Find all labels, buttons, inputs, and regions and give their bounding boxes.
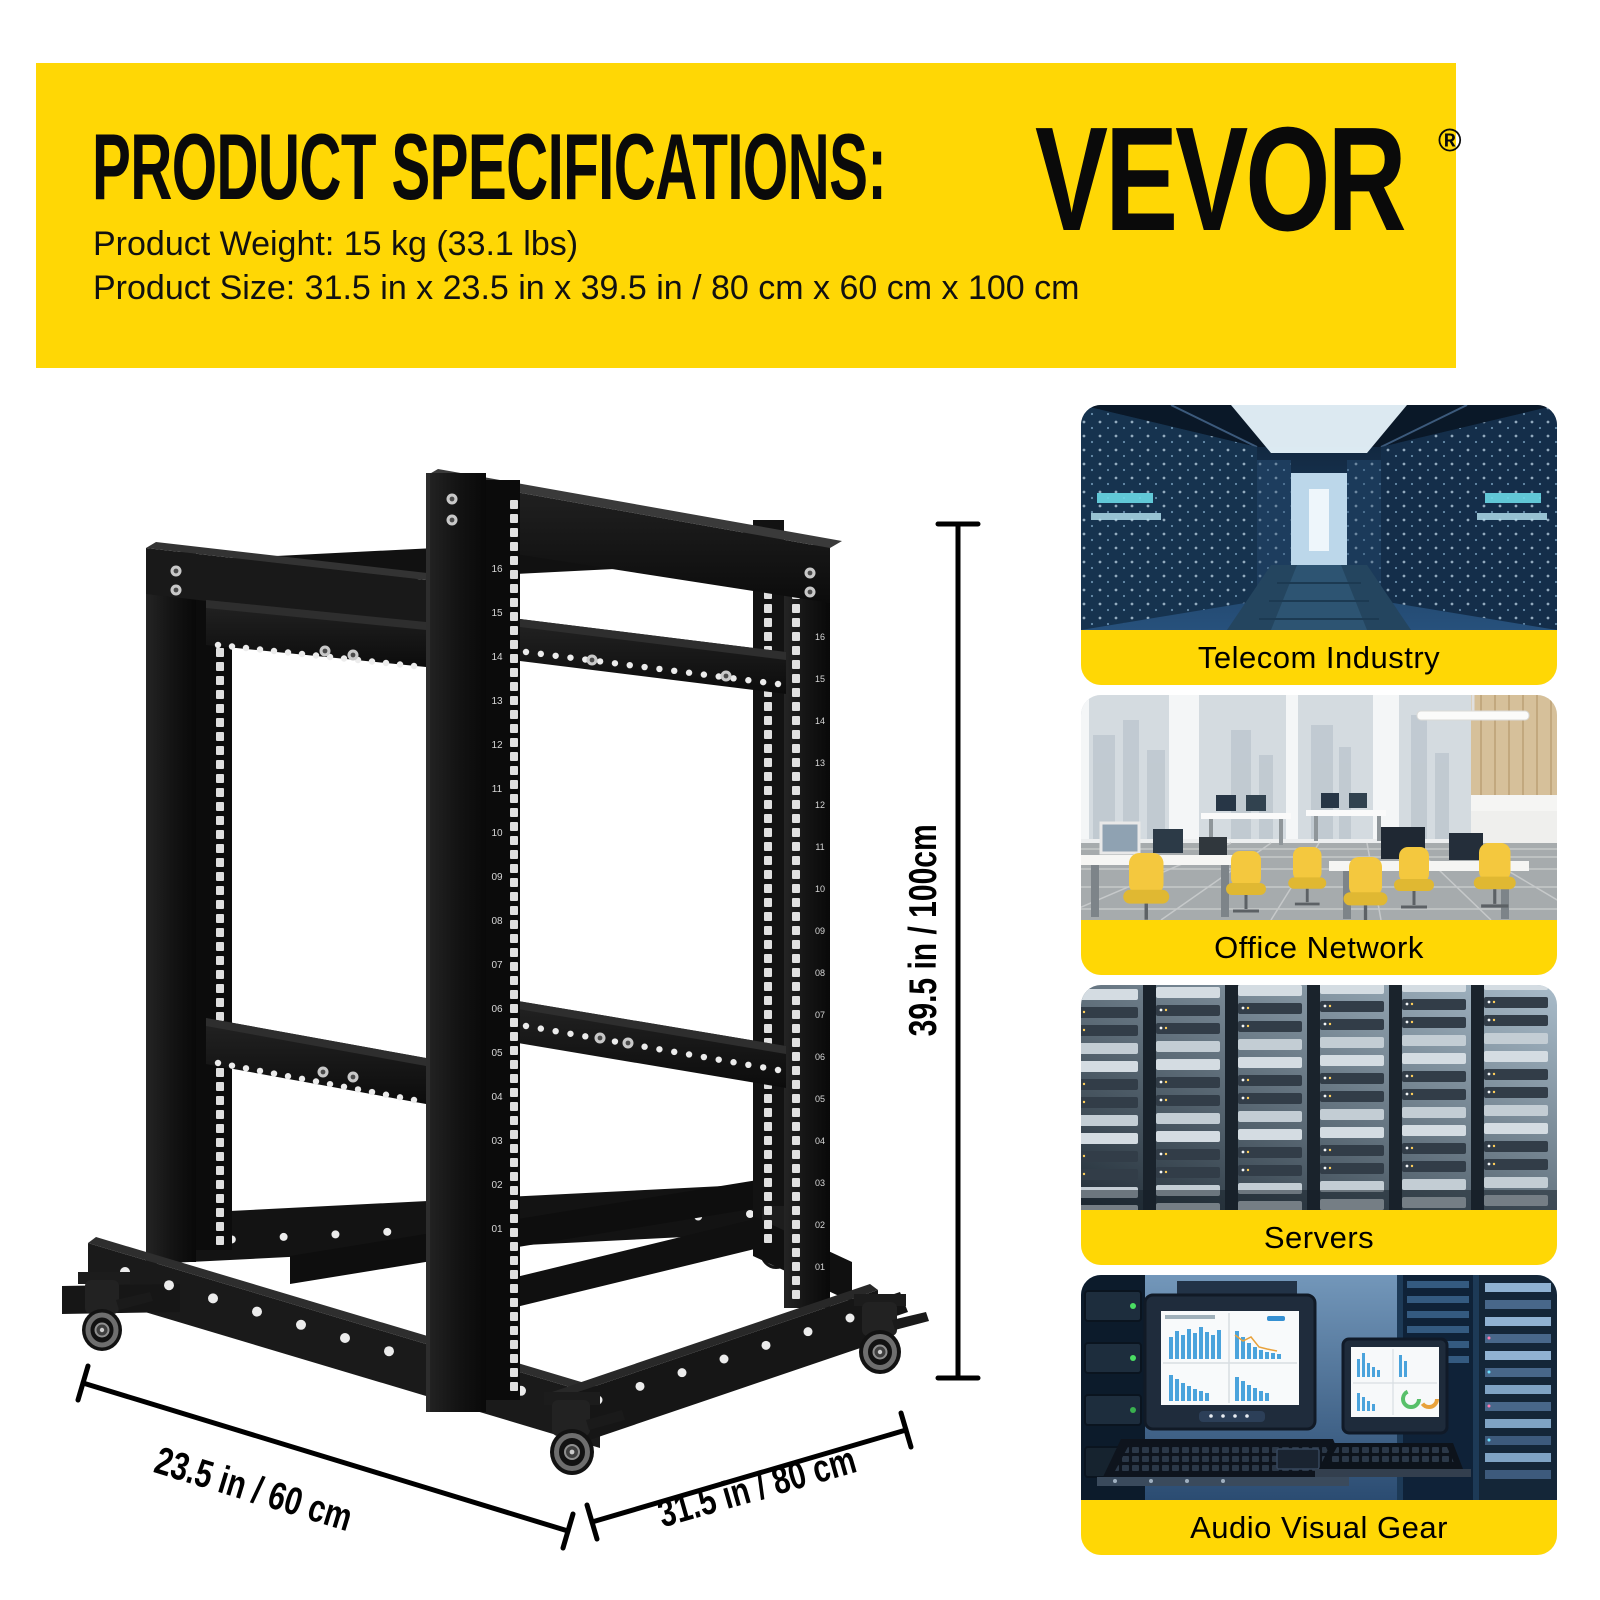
svg-text:05: 05	[814, 1094, 826, 1104]
card-label: Servers	[1263, 1219, 1375, 1255]
svg-text:04: 04	[814, 1136, 826, 1146]
svg-text:03: 03	[814, 1178, 826, 1188]
application-card-servers	[1081, 985, 1557, 1265]
card-label-band	[1081, 920, 1557, 975]
product-size-line: Product Size: 31.5 in x 23.5 in x 39.5 in / 80 cm x 60 cm x 100 cm	[93, 269, 1080, 307]
svg-text:03: 03	[491, 1136, 503, 1147]
svg-text:11: 11	[491, 784, 503, 795]
vevor-logo: VEVOR	[1035, 97, 1404, 262]
registered-trademark-icon: ®	[1438, 122, 1462, 158]
svg-text:06: 06	[491, 1004, 503, 1015]
svg-text:01: 01	[491, 1224, 503, 1235]
servers-photo	[1081, 985, 1557, 1210]
svg-text:01: 01	[814, 1262, 826, 1272]
rack-illustration	[0, 380, 1010, 1600]
front-left-post	[426, 473, 486, 1412]
card-label: Office Network	[1214, 929, 1424, 965]
svg-text:10: 10	[491, 828, 503, 839]
svg-text:12: 12	[491, 740, 503, 751]
svg-text:13: 13	[814, 758, 826, 768]
height-dimension-label: 39.5 in / 100cm	[902, 823, 945, 1037]
svg-text:08: 08	[491, 916, 503, 927]
application-card-av	[1081, 1275, 1557, 1555]
application-card-telecom	[1081, 405, 1557, 685]
mounting-rail-lower-left	[206, 1018, 426, 1104]
svg-text:08: 08	[814, 968, 826, 978]
svg-text:02: 02	[491, 1180, 503, 1191]
mounting-rail-lower-right	[512, 1000, 786, 1088]
svg-text:11: 11	[815, 842, 825, 852]
office-photo	[1081, 695, 1557, 920]
svg-text:13: 13	[491, 696, 503, 707]
product-weight-line: Product Weight: 15 kg (33.1 lbs)	[93, 225, 579, 263]
svg-text:15: 15	[814, 674, 826, 684]
svg-text:07: 07	[491, 960, 503, 971]
card-label-band	[1081, 1210, 1557, 1265]
svg-text:09: 09	[814, 926, 826, 936]
back-left-post-flange	[196, 560, 232, 1250]
depth-dimension-label: 23.5 in / 60 cm	[149, 1439, 357, 1540]
card-label-band	[1081, 1500, 1557, 1555]
card-label: Audio Visual Gear	[1190, 1509, 1448, 1545]
svg-text:16: 16	[491, 564, 503, 575]
back-left-post	[146, 552, 196, 1262]
width-dimension-label: 31.5 in / 80 cm	[653, 1438, 861, 1537]
svg-text:02: 02	[814, 1220, 826, 1230]
card-label-band	[1081, 630, 1557, 685]
svg-text:04: 04	[491, 1092, 503, 1103]
svg-text:14: 14	[491, 652, 503, 663]
svg-text:14: 14	[814, 716, 826, 726]
svg-text:06: 06	[814, 1052, 826, 1062]
front-left-post-edge	[426, 473, 430, 1412]
svg-text:09: 09	[491, 872, 503, 883]
svg-text:05: 05	[491, 1048, 503, 1059]
av-gear-photo	[1081, 1275, 1557, 1500]
svg-text:12: 12	[814, 800, 826, 810]
caster-right	[854, 1294, 929, 1374]
svg-text:07: 07	[814, 1010, 826, 1020]
application-card-office	[1081, 695, 1557, 975]
svg-text:10: 10	[814, 884, 826, 894]
svg-text:15: 15	[491, 608, 503, 619]
telecom-photo	[1081, 405, 1557, 630]
svg-text:16: 16	[814, 632, 826, 642]
banner-title: PRODUCT SPECIFICATIONS:	[92, 114, 887, 219]
card-label: Telecom Industry	[1197, 639, 1441, 675]
